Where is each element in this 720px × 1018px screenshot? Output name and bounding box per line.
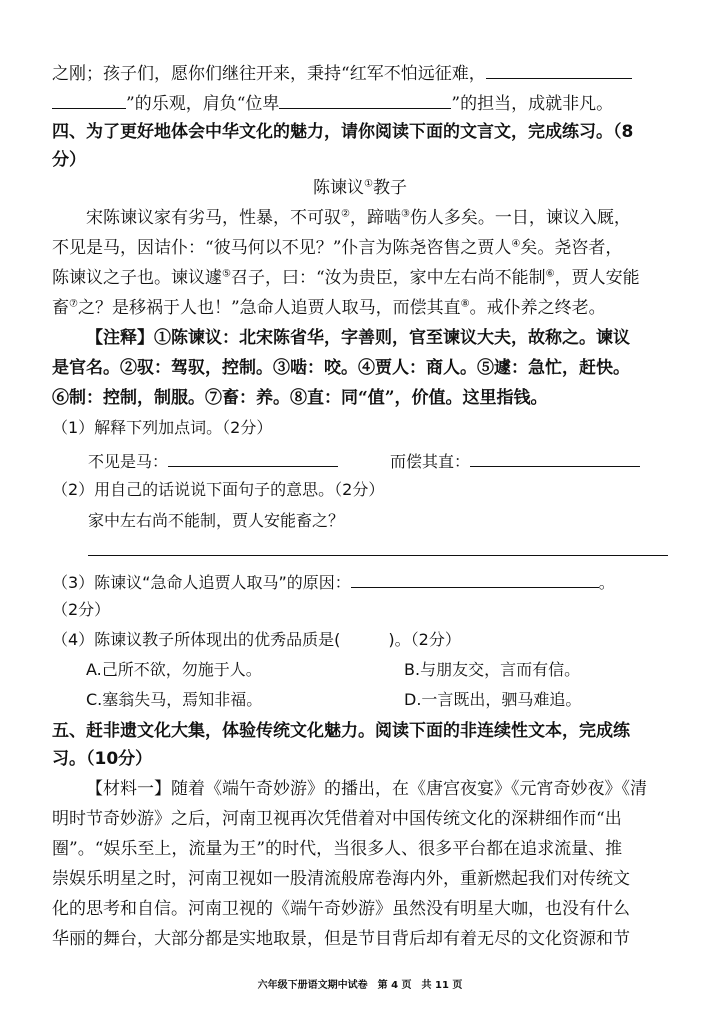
- prev-text-2a: ”的乐观，肩负“位卑: [126, 94, 280, 114]
- passage-line-2: [52, 238, 672, 258]
- answer-blank[interactable]: [279, 92, 451, 109]
- material-1-line: 化的思考和自信。河南卫视的《端午奇妙游》虽然没有明星大咖，也没有什么: [52, 899, 630, 919]
- passage-text: 。戒仆养之终老。: [469, 298, 606, 318]
- passage-title-b: 教子: [372, 178, 407, 198]
- notes-line-3: ⑥制：控制，制服。⑦畜：养。⑧直：同“值”，价值。这里指钱。: [52, 388, 548, 408]
- passage-text: 不见是马，因诘仆：“彼马何以不见？”仆言为陈尧咨售之贾人: [52, 238, 512, 258]
- material-1-line: 圈”。“娱乐至上，流量为王”的时代，当很多人、很多平台都在追求流量、推: [52, 839, 623, 859]
- passage-text: 之？是移祸于人也！”急命人追贾人取马，而偿其直: [77, 298, 461, 318]
- prev-text-2b: ”的担当，成就非凡。: [451, 94, 614, 114]
- option-b[interactable]: B.与朋友交，言而有信。: [404, 660, 581, 679]
- passage-line-1: [86, 208, 672, 228]
- answer-blank[interactable]: [470, 450, 640, 467]
- footnote-mark: ①: [364, 178, 373, 190]
- passage-title: [0, 178, 720, 198]
- material-1-line: 崇娱乐明星之时，河南卫视如一股清流般席卷海内外，重新燃起我们对传统文: [52, 869, 630, 889]
- section4-heading-cont: 分）: [52, 150, 86, 170]
- option-a[interactable]: A.己所不欲，勿施于人。: [86, 660, 262, 679]
- question-1-item-b: [390, 450, 672, 472]
- question-1: （1）解释下列加点词。（2分）: [52, 418, 273, 437]
- question-4: （4）陈谏议教子所体现出的优秀品质是( )。（2分）: [52, 630, 461, 649]
- passage-text: 召子，曰：“汝为贵臣，家中左右尚不能制: [230, 268, 546, 288]
- prev-text-1: 之刚；孩子们，愿你们继往开来，秉持“红军不怕远征难，: [52, 64, 486, 84]
- footnote-mark: ②: [341, 208, 350, 220]
- passage-line-4: [52, 298, 672, 318]
- footnote-mark: ③: [400, 208, 410, 220]
- notes-line-1: 【注释】①陈谏议：北宋陈省华，字善则，官至谏议大夫，故称之。谏议: [86, 328, 630, 348]
- question-3: [52, 571, 672, 593]
- passage-text: ，贾人安能: [554, 268, 640, 288]
- question-2-sentence: 家中左右尚不能制，贾人安能畜之？: [88, 511, 345, 530]
- question-2: （2）用自己的话说说下面句子的意思。（2分）: [52, 480, 385, 499]
- q1-item-b: 而偿其直：: [390, 452, 471, 471]
- passage-line-3: [52, 268, 672, 288]
- answer-blank[interactable]: [168, 450, 338, 467]
- prev-line-1: [52, 62, 672, 84]
- page-footer: 六年级下册语文期中试卷 第 4 页 共 11 页: [257, 980, 463, 991]
- prev-line-2: [52, 92, 672, 114]
- question-3-score: （2分）: [52, 600, 111, 619]
- footnote-mark: ⑥: [545, 268, 555, 280]
- passage-text: 矣。尧咨者，: [520, 238, 623, 258]
- notes-line-2: 是官名。②驭：驾驭，控制。③啮：咬。④贾人：商人。⑤遽：急忙，赶快。: [52, 358, 630, 378]
- footnote-mark: ⑦: [69, 298, 78, 310]
- answer-blank[interactable]: [351, 571, 599, 588]
- footnote-mark: ⑧: [460, 298, 470, 310]
- passage-title-a: 陈谏议: [313, 178, 365, 198]
- option-c[interactable]: C.塞翁失马，焉知非福。: [86, 690, 263, 709]
- section5-heading-cont: 习。（10分）: [52, 749, 153, 769]
- material-1-line: 明时节奇妙游》之后，河南卫视再次凭借着对中国传统文化的深耕细作而“出: [52, 809, 622, 829]
- material-1-line: 【材料一】随着《端午奇妙游》的播出，在《唐宫夜宴》《元宵奇妙夜》《清: [86, 779, 647, 799]
- option-d[interactable]: D.一言既出，驷马难追。: [404, 690, 582, 709]
- answer-line[interactable]: [88, 555, 668, 556]
- answer-blank[interactable]: [486, 62, 632, 79]
- passage-text: 陈谏议之子也。谏议遽: [52, 268, 222, 288]
- material-1-line: 华丽的舞台，大部分都是实地取景，但是节目背后却有着无尽的文化资源和节: [52, 929, 630, 949]
- passage-text: ，蹄啮: [349, 208, 401, 228]
- answer-blank[interactable]: [52, 92, 126, 109]
- footnote-mark: ④: [511, 238, 521, 250]
- section4-heading: 四、为了更好地体会中华文化的魅力，请你阅读下面的文言文，完成练习。（8: [52, 122, 634, 142]
- passage-text: 伤人多矣。一日，谏议入厩，: [409, 208, 631, 228]
- footnote-mark: ⑤: [222, 268, 231, 280]
- section5-heading: 五、赶非遗文化大集，体验传统文化魅力。阅读下面的非连续性文本，完成练: [52, 721, 630, 741]
- q1-item-a: 不见是马：: [88, 452, 169, 471]
- passage-text: 畜: [52, 298, 69, 318]
- q3-text: （3）陈谏议“急命人追贾人取马”的原因：: [52, 573, 351, 592]
- passage-text: 宋陈谏议家有劣马，性暴，不可驭: [86, 208, 341, 228]
- q3-end: 。: [598, 573, 615, 592]
